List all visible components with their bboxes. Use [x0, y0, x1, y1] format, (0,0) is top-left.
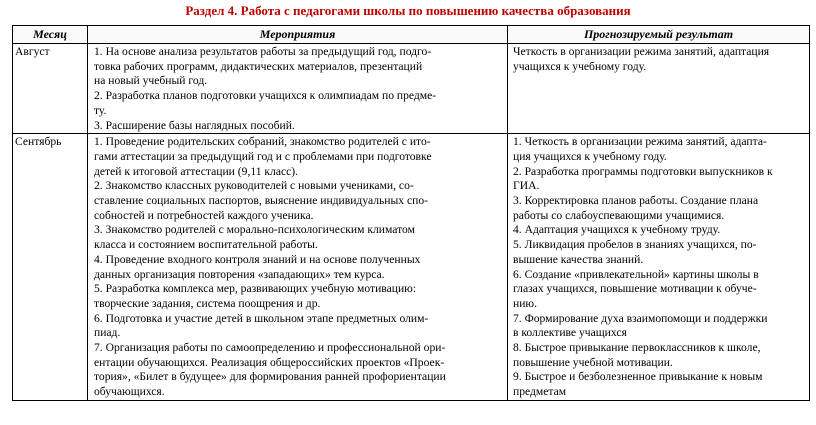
text-line: Четкость в организации режима занятий, адаптация: [513, 45, 770, 58]
text-line: детей к итоговой аттестации (9,11 класс).: [94, 164, 299, 178]
list-item: [513, 223, 806, 238]
table-row: [13, 44, 810, 134]
list-item: [94, 223, 504, 252]
text-line: 2. Знакомство классных руководителей с новыми учениками, со-: [94, 179, 414, 193]
list-item: [94, 89, 504, 118]
text-line: 7. Организация работы по самоопределению и профессиональной ори-: [94, 341, 446, 355]
table-header-row: [13, 26, 810, 44]
text-line: 1. На основе анализа результатов работы за предыдущий год, подго-: [94, 45, 432, 58]
text-line: учащихся к учебному году.: [513, 59, 647, 73]
text-line: 1. Проведение родительских собраний, знакомство родителей с ито-: [94, 135, 431, 149]
text-line: работы со слабоуспевающими учащимися.: [513, 208, 725, 222]
results-cell: [508, 134, 810, 401]
list-item: [94, 253, 504, 282]
table-row: [13, 134, 810, 401]
list-item: [513, 268, 806, 312]
text-line: гами аттестации за предыдущий год и с проблемами при подготовке: [94, 149, 432, 163]
list-item: [513, 312, 806, 341]
text-line: класса и состоянием воспитательной работы.: [94, 238, 318, 252]
text-line: нию.: [513, 296, 537, 310]
header-results: Прогнозируемый результат: [508, 26, 810, 44]
text-line: 6. Создание «привлекательной» картины школы в: [513, 267, 759, 281]
activities-cell: [88, 44, 508, 134]
list-item: [94, 119, 504, 134]
text-line: 8. Быстрое привыкание первоклассников к школе,: [513, 341, 761, 355]
text-line: пиад.: [94, 326, 121, 340]
results-cell: [508, 44, 810, 134]
text-line: 9. Быстрое и безболезненное привыкание к новым: [513, 370, 763, 384]
text-line: повышение учебной мотивации.: [513, 355, 673, 369]
activities-cell: [88, 134, 508, 401]
text-line: ту.: [94, 103, 107, 117]
text-line: 1. Четкость в организации режима занятий, адапта-: [513, 135, 767, 149]
list-item: [94, 341, 504, 400]
text-line: глазах учащихся, повышение мотивации к обуче-: [513, 282, 757, 296]
list-item: [513, 45, 806, 74]
text-line: ция учащихся к учебному году.: [513, 149, 667, 163]
text-line: обучающихся.: [94, 385, 165, 399]
text-line: ентации обучающихся. Реализация общероссийских проектов «Проек-: [94, 355, 445, 369]
text-line: 3. Корректировка планов работы. Создание плана: [513, 194, 759, 208]
section-title: Раздел 4. Работа с педагогами школы по повышению качества образования: [185, 3, 631, 18]
text-line: творческие задания, система поощрения и др.: [94, 296, 321, 310]
text-line: ставление социальных паспортов, выяснение индивидуальных спо-: [94, 194, 428, 208]
text-line: ГИА.: [513, 179, 540, 193]
text-line: 7. Формирование духа взаимопомощи и поддержки: [513, 311, 768, 325]
text-line: 2. Разработка программы подготовки выпускников к: [513, 164, 773, 178]
list-item: [513, 341, 806, 370]
text-line: собностей и потребностей каждого ученика.: [94, 208, 314, 222]
text-line: товка рабочих программ, дидактических материалов, презентаций: [94, 59, 423, 73]
month-cell: Август: [13, 44, 88, 134]
text-line: 3. Расширение базы наглядных пособий.: [94, 118, 295, 132]
text-line: 5. Разработка комплекса мер, развивающих учебную мотивацию:: [94, 282, 417, 296]
text-line: на новый учебный год.: [94, 74, 208, 88]
text-line: 5. Ликвидация пробелов в знаниях учащихся, по-: [513, 238, 757, 252]
text-line: предметам: [513, 385, 567, 399]
list-item: [94, 45, 504, 89]
list-item: [94, 135, 504, 179]
list-item: [513, 238, 806, 267]
list-item: [94, 179, 504, 223]
text-line: 4. Адаптация учащихся к учебному труду.: [513, 223, 721, 237]
text-line: вышение качества знаний.: [513, 252, 644, 266]
text-line: данных организация повторения «западающих» тем курса.: [94, 267, 385, 281]
list-item: [513, 194, 806, 223]
text-line: в коллективе учащихся: [513, 326, 627, 340]
header-month: Месяц: [13, 26, 88, 44]
text-line: 3. Знакомство родителей с морально-психологическим климатом: [94, 223, 415, 237]
list-item: [513, 135, 806, 164]
month-cell: Сентябрь: [13, 134, 88, 401]
text-line: 6. Подготовка и участие детей в школьном этапе предметных олим-: [94, 311, 429, 325]
list-item: [94, 282, 504, 311]
list-item: [513, 165, 806, 194]
list-item: [513, 370, 806, 399]
text-line: 4. Проведение входного контроля знаний и на основе полученных: [94, 252, 421, 266]
plan-table: [12, 25, 810, 401]
list-item: [94, 312, 504, 341]
text-line: тория», «Билет в будущее» для формирования ранней профориентации: [94, 370, 446, 384]
header-activities: Мероприятия: [88, 26, 508, 44]
text-line: 2. Разработка планов подготовки учащихся к олимпиадам по предме-: [94, 89, 437, 103]
